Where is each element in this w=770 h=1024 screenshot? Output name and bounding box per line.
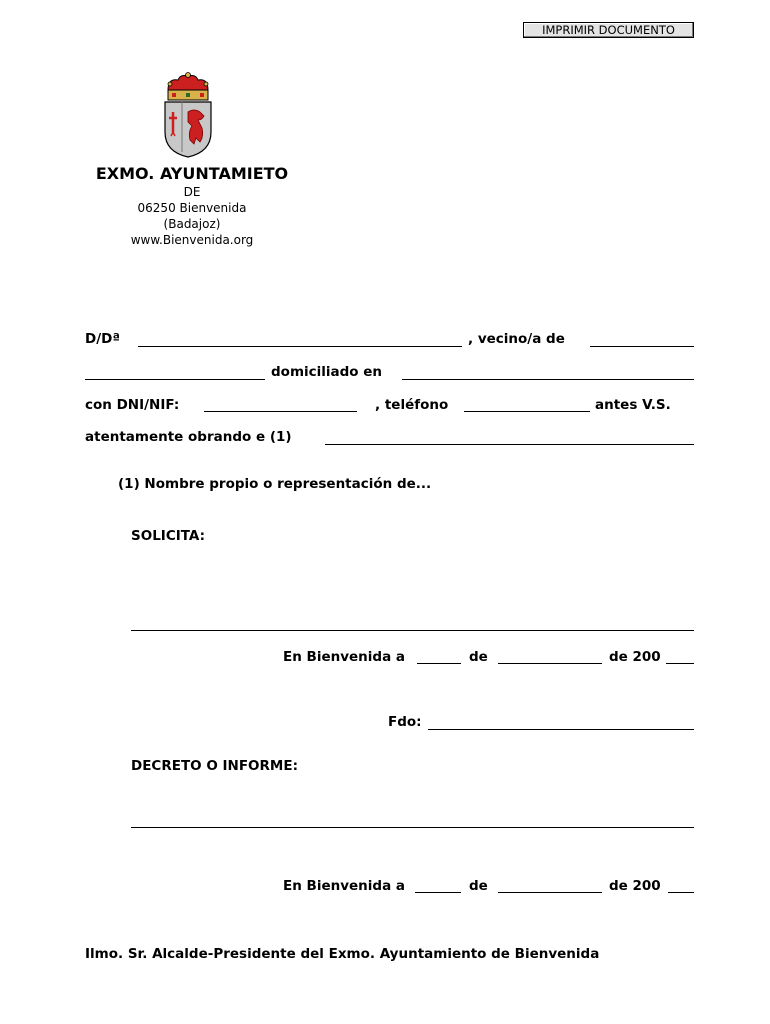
fdo-label: Fdo:	[388, 714, 422, 730]
vecino-label: , vecino/a de	[468, 331, 565, 347]
dd-label: D/Dª	[85, 331, 120, 347]
header-province: (Badajoz)	[163, 217, 221, 231]
en-bienvenida-label-1: En Bienvenida a	[283, 649, 405, 665]
decreto-field[interactable]	[131, 813, 694, 828]
print-document-button[interactable]: IMPRIMIR DOCUMENTO	[523, 22, 694, 38]
year-field-1[interactable]	[666, 649, 694, 664]
antes-label: antes V.S.	[595, 397, 671, 413]
telefono-label: , teléfono	[375, 397, 449, 413]
telefono-field[interactable]	[464, 397, 590, 412]
header-website: www.Bienvenida.org	[130, 233, 254, 247]
month-field-1[interactable]	[498, 649, 602, 664]
council-title: EXMO. AYUNTAMIETO	[95, 164, 289, 183]
coat-of-arms-logo	[160, 72, 216, 158]
day-field-2[interactable]	[415, 878, 461, 893]
de-label-1: de	[469, 649, 488, 665]
signature-field[interactable]	[428, 715, 694, 730]
header-de: DE	[183, 185, 201, 199]
month-field-2[interactable]	[498, 878, 602, 893]
vecino-field[interactable]	[590, 332, 694, 347]
year-prefix-label-2: de 200	[609, 878, 661, 894]
decreto-label: DECRETO O INFORME:	[131, 758, 298, 774]
domicilio-field[interactable]	[402, 365, 694, 380]
de-label-2: de	[469, 878, 488, 894]
en-bienvenida-label-2: En Bienvenida a	[283, 878, 405, 894]
dni-field[interactable]	[204, 397, 357, 412]
day-field-1[interactable]	[417, 649, 461, 664]
footnote: (1) Nombre propio o representación de...	[118, 476, 432, 492]
addressee-line: Ilmo. Sr. Alcalde-Presidente del Exmo. Ayuntamiento de Bienvenida	[85, 946, 600, 962]
year-prefix-label-1: de 200	[609, 649, 661, 665]
dni-label: con DNI/NIF:	[85, 397, 180, 413]
representacion-field[interactable]	[325, 430, 694, 445]
year-field-2[interactable]	[668, 878, 694, 893]
atentamente-label: atentamente obrando e (1)	[85, 429, 292, 445]
domiciliado-label: domiciliado en	[271, 364, 383, 380]
name-field[interactable]	[138, 332, 462, 347]
solicita-field[interactable]	[131, 616, 694, 631]
vecino-continuation-field[interactable]	[85, 365, 265, 380]
header-postal-town: 06250 Bienvenida	[137, 201, 247, 215]
solicita-label: SOLICITA:	[131, 528, 206, 544]
